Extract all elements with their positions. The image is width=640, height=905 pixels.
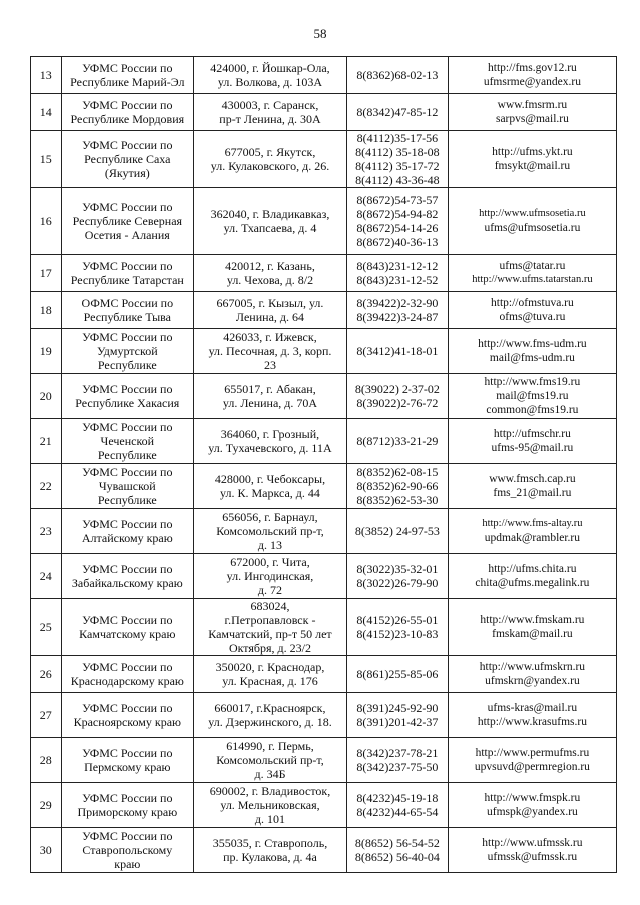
organization-cell [61,783,193,828]
organization-cell [61,131,193,188]
organization-cell-line: Приморскому краю [77,805,178,819]
organization-cell-line: УФМС России по [82,138,173,152]
address-cell-line: 430003, г. Саранск, [221,98,319,112]
organization-cell [61,188,193,255]
table-row [31,693,617,738]
address-cell-line: 428000, г. Чебоксары, [214,472,326,486]
table-row [31,419,617,464]
address-cell [194,828,347,873]
address-cell-line: 355035, г. Ставрополь, [212,836,328,850]
organization-cell-line: УФМС России по [82,330,173,344]
organization-cell-line: (Якутия) [104,166,150,180]
web-cell-line: http://www.ufms.tatarstan.ru [472,274,593,285]
organization-cell [61,255,193,292]
phone-cell-line: 8(843)231-12-52 [356,273,439,287]
organization-cell-line: Республике Мордовия [70,112,185,126]
phone-cell [346,94,448,131]
web-cell-line: http://www.fms19.ru [484,376,581,388]
row-number-cell: 15 [31,131,62,188]
phone-cell-line: 8(8652) 56-40-04 [354,850,440,864]
organization-cell-line: УФМС России по [82,517,173,531]
organization-cell-line: УФМС России по [82,98,173,112]
row-number-cell: 30 [31,828,62,873]
phone-cell [346,329,448,374]
web-cell-line: ufmskrn@yandex.ru [485,675,580,687]
address-cell [194,656,347,693]
web-cell-line: ufms-kras@mail.ru [487,702,578,714]
table-body [31,57,617,873]
organization-cell-line: Республике Марий-Эл [70,75,185,89]
row-number-cell: 14 [31,94,62,131]
organization-cell-line: краю [114,857,141,871]
phone-cell [346,554,448,599]
organization-cell [61,828,193,873]
table-row [31,464,617,509]
table-row [31,509,617,554]
organization-cell-line: УФМС России по [82,200,173,214]
web-cell [448,255,616,292]
organization-cell-line: Забайкальскому краю [71,576,183,590]
phone-cell-line: 8(843)231-12-12 [356,259,439,273]
web-cell-line: common@fms19.ru [486,404,579,416]
phone-cell [346,828,448,873]
organization-cell [61,57,193,94]
web-cell-line: http://www.fmspk.ru [484,792,581,804]
web-cell-line: ufmspk@yandex.ru [487,806,578,818]
organization-cell-line: Республике Татарстан [70,273,184,287]
table-row [31,738,617,783]
address-cell-line: Комсомольский пр-т, [216,524,324,538]
web-cell-line: ufmsrme@yandex.ru [483,76,581,88]
organization-cell-line: Красноярскому краю [73,715,181,729]
table-row [31,329,617,374]
address-cell-line: Комсомольский пр-т, [216,753,324,767]
phone-cell-line: 8(4112) 35-17-72 [355,159,440,173]
address-cell-line: ул. Мельниковская, [220,798,320,812]
phone-cell-line: 8(4112) 35-18-08 [355,145,440,159]
web-cell [448,554,616,599]
phone-cell-line: 8(8352)62-53-30 [356,493,439,507]
phone-cell [346,292,448,329]
table-row [31,57,617,94]
phone-cell-line: 8(3412)41-18-01 [356,344,439,358]
address-cell-line: пр-т Ленина, д. 30А [219,112,321,126]
organization-cell [61,374,193,419]
organization-cell-line: Краснодарскому краю [70,674,184,688]
address-cell-line: 420012, г. Казань, [225,259,315,273]
organization-cell-line: УФМС России по [82,420,173,434]
web-cell-line: ufms-95@mail.ru [491,442,574,454]
organization-cell-line: Удмуртской [96,344,158,358]
organization-cell [61,419,193,464]
phone-cell-line: 8(3022)35-32-01 [356,562,439,576]
phone-cell-line: 8(391)245-92-90 [356,701,439,715]
web-cell-line: http://www.ufmsosetia.ru [479,208,586,219]
phone-cell-line: 8(8672)40-36-13 [356,235,439,249]
organization-cell [61,292,193,329]
address-cell-line: д. 72 [257,583,283,597]
address-cell-line: Октября, д. 23/2 [228,641,311,655]
organization-cell-line: Камчатскому краю [79,627,176,641]
row-number-cell: 27 [31,693,62,738]
organization-cell-line: Алтайскому краю [81,531,173,545]
organization-cell-line: УФМС России по [82,259,173,273]
organization-cell-line: Республике [97,448,157,462]
web-cell-line: fmskam@mail.ru [492,628,573,640]
address-cell-line: ул. Тухачевского, д. 11А [208,441,332,455]
organization-cell-line: Чувашской [98,479,156,493]
web-cell-line: http://www.ufmssk.ru [482,837,583,849]
web-cell [448,329,616,374]
table-row [31,783,617,828]
row-number-cell: 18 [31,292,62,329]
address-cell-line: ул. Чехова, д. 8/2 [226,273,314,287]
organization-cell-line: УФМС России по [82,613,173,627]
organization-cell-line: УФМС России по [82,61,173,75]
address-cell-line: пр. Кулакова, д. 4а [223,850,317,864]
address-cell [194,131,347,188]
web-cell-line: http://ufmschr.ru [493,428,571,440]
row-number-cell: 23 [31,509,62,554]
organization-cell [61,94,193,131]
web-cell-line: http://www.permufms.ru [475,747,590,759]
organization-cell-line: Чеченской [100,434,155,448]
organization-cell-line: УФМС России по [82,660,173,674]
address-cell-line: ул. К. Маркса, д. 44 [220,486,320,500]
table-row [31,599,617,656]
address-cell-line: ул. Дзержинского, д. 18. [208,715,332,729]
organization-cell-line: Ставропольскому [82,843,173,857]
address-cell-line: ул. Кулаковского, д. 26. [210,159,330,173]
address-cell-line: 690002, г. Владивосток, [209,784,331,798]
web-cell [448,94,616,131]
organization-cell-line: УФМС России по [82,701,173,715]
organization-cell [61,656,193,693]
address-cell-line: 426033, г. Ижевск, [223,330,317,344]
web-cell [448,464,616,509]
address-cell [194,783,347,828]
row-number-cell: 17 [31,255,62,292]
address-cell-line: 655017, г. Абакан, [224,382,316,396]
organization-cell [61,554,193,599]
web-cell-line: updmak@rambler.ru [484,532,581,544]
address-cell-line: 672000, г. Чита, [230,555,310,569]
address-cell [194,374,347,419]
web-cell-line: www.fmsrm.ru [497,99,568,111]
phone-cell-line: 8(391)201-42-37 [356,715,439,729]
web-cell-line: fmsykt@mail.ru [494,160,571,172]
table-row [31,131,617,188]
web-cell [448,57,616,94]
phone-cell [346,255,448,292]
phone-cell-line: 8(8672)54-73-57 [356,193,439,207]
web-cell [448,131,616,188]
web-cell-line: http://www.fms-udm.ru [478,338,587,350]
row-number-cell: 24 [31,554,62,599]
organization-cell-line: УФМС России по [82,465,173,479]
web-cell [448,419,616,464]
organization-cell-line: УФМС России по [82,791,173,805]
phone-cell-line: 8(8352)62-90-66 [356,479,439,493]
phone-cell-line: 8(4232)45-19-18 [356,791,439,805]
address-cell [194,292,347,329]
web-cell-line: fms_21@mail.ru [493,487,572,499]
web-cell-line: http://ofmstuva.ru [491,297,574,309]
phone-cell-line: 8(342)237-75-50 [356,760,439,774]
table-row [31,828,617,873]
phone-cell-line: 8(3022)26-79-90 [356,576,439,590]
organization-cell-line: ОФМС России по [81,296,174,310]
web-cell-line: mail@fms-udm.ru [489,352,575,364]
organization-cell-line: Республике Саха [84,152,171,166]
phone-cell-line: 8(4232)44-65-54 [356,805,439,819]
table-row [31,374,617,419]
address-cell-line: 364060, г. Грозный, [220,427,320,441]
phone-cell-line: 8(861)255-85-06 [356,667,439,681]
organization-cell-line: УФМС России по [82,829,173,843]
address-cell-line: ул. Ингодинская, [226,569,314,583]
phone-cell-line: 8(39422)3-24-87 [356,310,439,324]
phone-cell [346,656,448,693]
address-cell-line: 614990, г. Пермь, [226,739,314,753]
address-cell [194,419,347,464]
table-row [31,255,617,292]
address-cell-line: д. 13 [257,538,283,552]
web-cell-line: http://ufms.chita.ru [488,563,577,575]
address-cell [194,464,347,509]
web-cell-line: http://ufms.ykt.ru [492,146,573,158]
web-cell-line: http://www.krasufms.ru [477,716,587,728]
phone-cell-line: 8(8352)62-08-15 [356,465,439,479]
web-cell [448,783,616,828]
phone-cell-line: 8(4152)26-55-01 [356,613,439,627]
organization-cell-line: Пермскому краю [84,760,171,774]
web-cell-line: chita@ufms.megalink.ru [475,577,590,589]
phone-cell-line: 8(8652) 56-54-52 [354,836,440,850]
phone-cell-line: 8(39022) 2-37-02 [354,382,440,396]
phone-cell-line: 8(8342)47-85-12 [356,105,439,119]
web-cell [448,292,616,329]
row-number-cell: 21 [31,419,62,464]
address-cell [194,329,347,374]
organization-cell [61,509,193,554]
address-cell-line: 23 [263,358,276,372]
web-cell [448,374,616,419]
row-number-cell: 20 [31,374,62,419]
address-cell-line: ул. Тхапсаева, д. 4 [223,221,317,235]
organization-cell [61,329,193,374]
phone-cell [346,464,448,509]
phone-cell [346,509,448,554]
row-number-cell: 16 [31,188,62,255]
address-cell [194,255,347,292]
web-cell-line: ufmssk@ufmssk.ru [487,851,578,863]
web-cell [448,693,616,738]
address-cell [194,554,347,599]
phone-cell [346,374,448,419]
address-cell-line: 683024, [250,599,290,613]
web-cell-line: http://www.fmskam.ru [480,614,585,626]
web-cell-line: sarpvs@mail.ru [495,113,569,125]
web-cell [448,509,616,554]
web-cell-line: ufms@tatar.ru [499,260,566,272]
phone-cell-line: 8(342)237-78-21 [356,746,439,760]
row-number-cell: 28 [31,738,62,783]
organization-cell [61,464,193,509]
table-row [31,292,617,329]
phone-cell [346,188,448,255]
organization-cell-line: УФМС России по [82,382,173,396]
address-cell-line: 667005, г. Кызыл, ул. [216,296,324,310]
organization-cell-line: УФМС России по [82,562,173,576]
address-cell [194,94,347,131]
phone-cell-line: 8(39022)2-76-72 [356,396,439,410]
address-cell [194,738,347,783]
address-cell-line: 350020, г. Краснодар, [215,660,325,674]
web-cell-line: upvsuvd@permregion.ru [474,761,590,773]
organization-cell-line: УФМС России по [82,746,173,760]
address-cell-line: 660017, г.Красноярск, [214,701,326,715]
address-cell-line: г.Петропавловск - [224,613,316,627]
address-cell-line: ул. Красная, д. 176 [222,674,318,688]
web-cell [448,828,616,873]
phone-cell [346,131,448,188]
address-cell-line: Камчатский, пр-т 50 лет [208,627,332,641]
address-cell [194,188,347,255]
address-cell-line: 677005, г. Якутск, [224,145,316,159]
address-cell-line: д. 34Б [254,767,286,781]
web-cell-line: ufms@ufmsosetia.ru [484,222,581,234]
ufms-contacts-table [30,56,617,873]
address-cell-line: 424000, г. Йошкар-Ола, [210,61,330,75]
address-cell [194,509,347,554]
address-cell-line: 362040, г. Владикавказ, [210,207,330,221]
phone-cell [346,693,448,738]
organization-cell [61,693,193,738]
phone-cell [346,783,448,828]
web-cell [448,599,616,656]
web-cell-line: mail@fms19.ru [496,390,569,402]
address-cell-line: Ленина, д. 64 [235,310,305,324]
organization-cell-line: Республике [97,358,157,372]
phone-cell-line: 8(4112)35-17-56 [356,131,439,145]
page-number: 58 [313,26,327,41]
organization-cell-line: Республике Северная [72,214,183,228]
organization-cell-line: Осетия - Алания [84,228,170,242]
web-cell-line: ofms@tuva.ru [499,311,566,323]
phone-cell [346,419,448,464]
address-cell [194,693,347,738]
phone-cell-line: 8(8712)33-21-29 [356,434,439,448]
table-row [31,94,617,131]
organization-cell-line: Республике Хакасия [75,396,180,410]
phone-cell [346,738,448,783]
row-number-cell: 25 [31,599,62,656]
address-cell [194,599,347,656]
table-row [31,188,617,255]
address-cell-line: ул. Ленина, д. 70А [222,396,318,410]
address-cell [194,57,347,94]
row-number-cell: 26 [31,656,62,693]
organization-cell [61,738,193,783]
address-cell-line: ул. Песочная, д. 3, корп. [208,344,332,358]
web-cell-line: http://fms.gov12.ru [488,62,577,74]
address-cell-line: д. 101 [254,812,286,826]
web-cell [448,738,616,783]
phone-cell-line: 8(8672)54-94-82 [356,207,439,221]
row-number-cell: 29 [31,783,62,828]
web-cell-line: http://www.fms-altay.ru [482,518,583,529]
web-cell-line: www.fmsch.cap.ru [489,473,576,485]
row-number-cell: 13 [31,57,62,94]
phone-cell-line: 8(39422)2-32-90 [356,296,439,310]
address-cell-line: ул. Волкова, д. 103А [217,75,323,89]
phone-cell-line: 8(8672)54-14-26 [356,221,439,235]
phone-cell [346,57,448,94]
table-row [31,656,617,693]
phone-cell-line: 8(3852) 24-97-53 [354,524,440,538]
row-number-cell: 22 [31,464,62,509]
organization-cell-line: Республике Тыва [83,310,172,324]
row-number-cell: 19 [31,329,62,374]
address-cell-line: 656056, г. Барнаул, [222,510,318,524]
phone-cell-line: 8(4152)23-10-83 [356,627,439,641]
phone-cell-line: 8(8362)68-02-13 [356,68,439,82]
web-cell-line: http://www.ufmskrn.ru [479,661,586,673]
web-cell [448,656,616,693]
phone-cell-line: 8(4112) 43-36-48 [355,173,440,187]
phone-cell [346,599,448,656]
organization-cell-line: Республике [97,493,157,507]
web-cell [448,188,616,255]
organization-cell [61,599,193,656]
table-row [31,554,617,599]
